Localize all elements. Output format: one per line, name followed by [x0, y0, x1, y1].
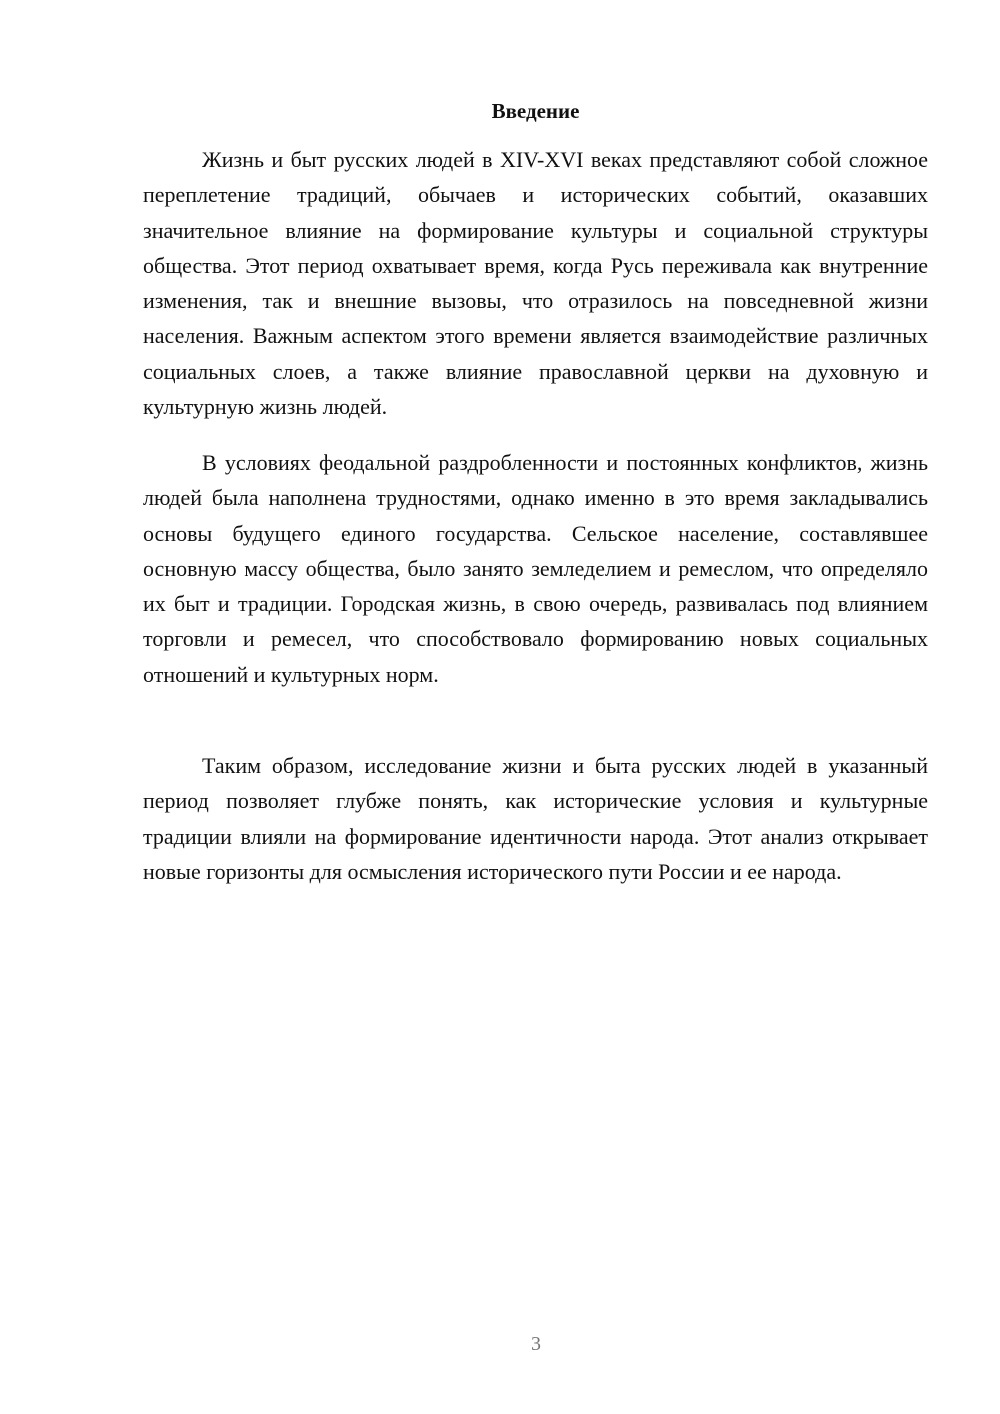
page-number: 3 [531, 1333, 541, 1355]
section-heading: Введение [491, 99, 580, 123]
paragraph-1: Жизнь и быт русских людей в XIV-XVI веках представляют собой сложное переплетение традиций, обычаев и исторических событий, оказавших значительное влияние на формирование культуры и социальной структуры общества. Этот период охватывает время, когда Русь переживала как внутренние изменения, так и внешние вызовы, что отразилось на повседневной жизни населения. Важным аспектом этого времени является взаимодействие различных социальных слоев, а также влияние православной церкви на духовную и культурную жизнь людей. [143, 147, 928, 420]
paragraph-3: Таким образом, исследование жизни и быта русских людей в указанный период позволяет глубже понять, как исторические условия и культурные традиции влияли на формирование идентичности народа. Этот анализ открывает новые горизонты для осмысления исторического пути России и ее народа. [143, 753, 928, 884]
paragraph-2: В условиях феодальной раздробленности и постоянных конфликтов, жизнь людей была наполнена трудностями, однако именно в это время закладывались основы будущего единого государства. Сельское население, составлявшее основную массу общества, было занято земледелием и ремеслом, что определяло их быт и традиции. Городская жизнь, в свою очередь, развивалась под влиянием торговли и ремесел, что способствовало формированию новых социальных отношений и культурных норм. [143, 450, 928, 687]
